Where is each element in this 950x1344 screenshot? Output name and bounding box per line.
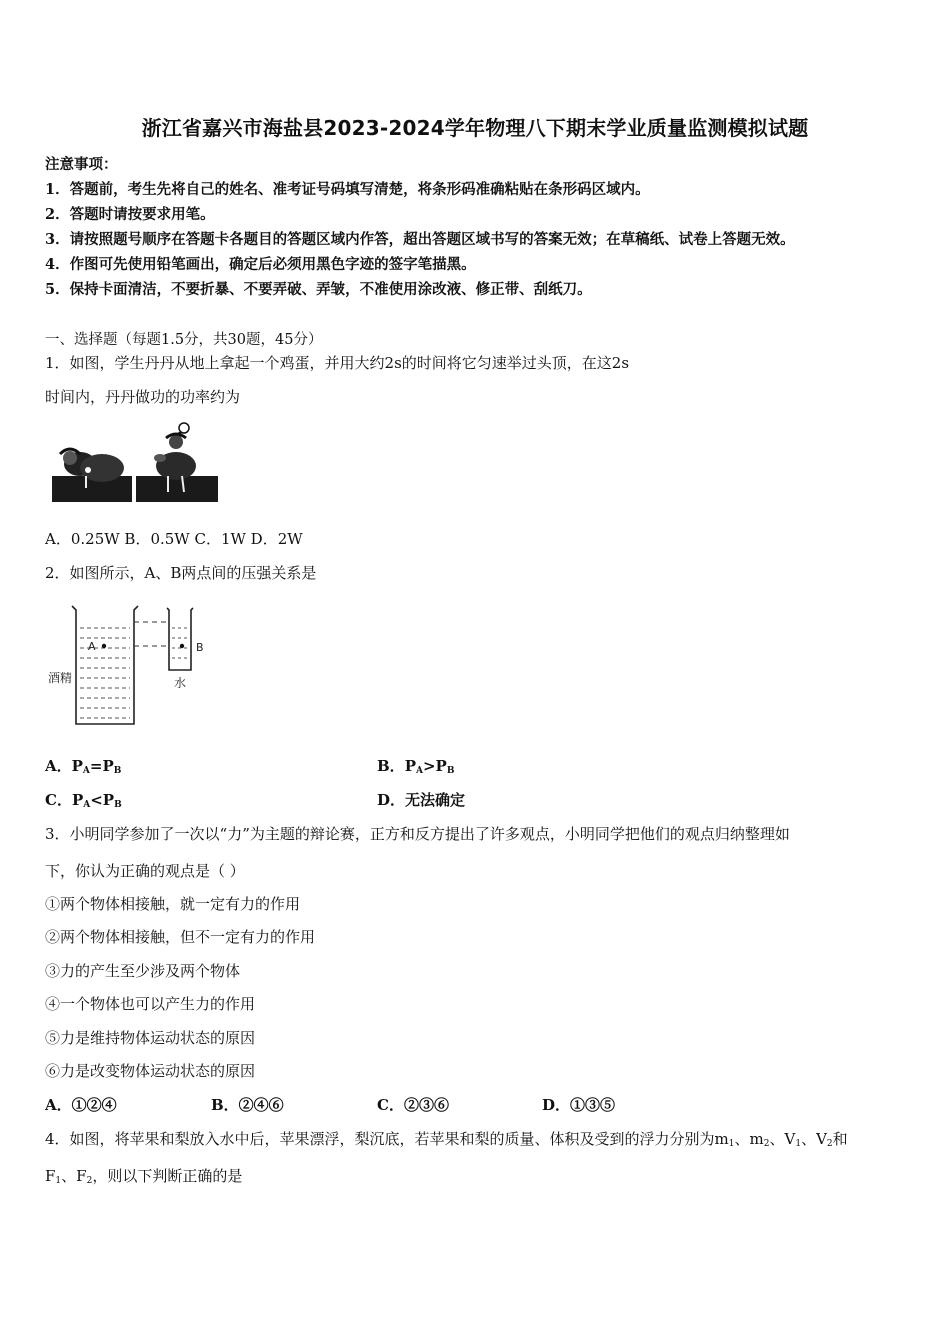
question-4-line1: 4．如图，将苹果和梨放入水中后，苹果漂浮，梨沉底，若苹果和梨的质量、体积及受到的浮力分别为$m_1$、$m_2$、$V_1$、$V_2$和 [45,1130,848,1149]
notice-item: 1．答题前，考生先将自己的姓名、准考证号码填写清楚，将条形码准确粘贴在条形码区域内。 [45,181,650,198]
question-2-option-c: C．$P_A<P_B$ [45,791,122,810]
question-3-option-a: A．①②④ [45,1096,117,1114]
label-alcohol: 酒精 [48,671,73,685]
question-2-option-d: D．无法确定 [377,791,466,809]
section-heading: 一、选择题（每题1.5分，共30题，45分） [45,332,323,348]
statement-item: ④一个物体也可以产生力的作用 [45,995,256,1013]
statement-item: ⑥力是改变物体运动状态的原因 [45,1062,256,1080]
question-3-option-d: D．①③⑤ [542,1096,616,1114]
notice-item: 2．答题时请按要求用笔。 [45,206,215,223]
exam-title: 浙江省嘉兴市海盐县2023-2024学年物理八下期末学业质量监测模拟试题 [141,116,809,140]
label-water: 水 [174,676,187,690]
pressure-containers-figure [44,598,214,732]
question-3-line2: 下，你认为正确的观点是（ ） [45,862,245,880]
statement-item: ③力的产生至少涉及两个物体 [45,962,241,980]
notice-heading: 注意事项： [45,156,118,173]
question-1-options: A．0.25W B．0.5W C．1W D．2W [45,530,303,548]
question-2-option-a: A．$P_A=P_B$ [45,757,122,776]
notice-item: 3．请按照题号顺序在答题卡各题目的答题区域内作答，超出答题区域书写的答案无效；在草稿纸、试卷上答题无效。 [45,231,795,248]
statement-item: ①两个物体相接触，就一定有力的作用 [45,895,301,913]
statement-item: ②两个物体相接触，但不一定有力的作用 [45,928,316,946]
question-2-option-b: B．$P_A>P_B$ [377,757,455,776]
egg-lifting-illustration [50,418,218,504]
question-2-stem: 2．如图所示，A、B两点间的压强关系是 [45,564,317,582]
notice-item: 4．作图可先使用铅笔画出，确定后必须用黑色字迹的签字笔描黑。 [45,256,476,273]
question-3-option-c: C．②③⑥ [377,1096,449,1114]
question-3-line1: 3．小明同学参加了一次以“力”为主题的辩论赛，正方和反方提出了许多观点，小明同学把他们的观点归纳整理如 [45,825,790,843]
label-a: A [88,640,96,653]
label-b: B [196,641,204,654]
question-4-line2: $F_1$、$F_2$，则以下判断正确的是 [45,1167,243,1186]
statement-item: ⑤力是维持物体运动状态的原因 [45,1029,256,1047]
notice-item: 5．保持卡面清洁，不要折暴、不要弄破、弄皱，不准使用涂改液、修正带、刮纸刀。 [45,281,592,298]
question-1-line2: 时间内，丹丹做功的功率约为 [45,388,241,406]
question-3-option-b: B．②④⑥ [211,1096,284,1114]
question-1-line1: 1．如图，学生丹丹从地上拿起一个鸡蛋，并用大约2s的时间将它匀速举过头顶，在这2s [45,354,630,372]
